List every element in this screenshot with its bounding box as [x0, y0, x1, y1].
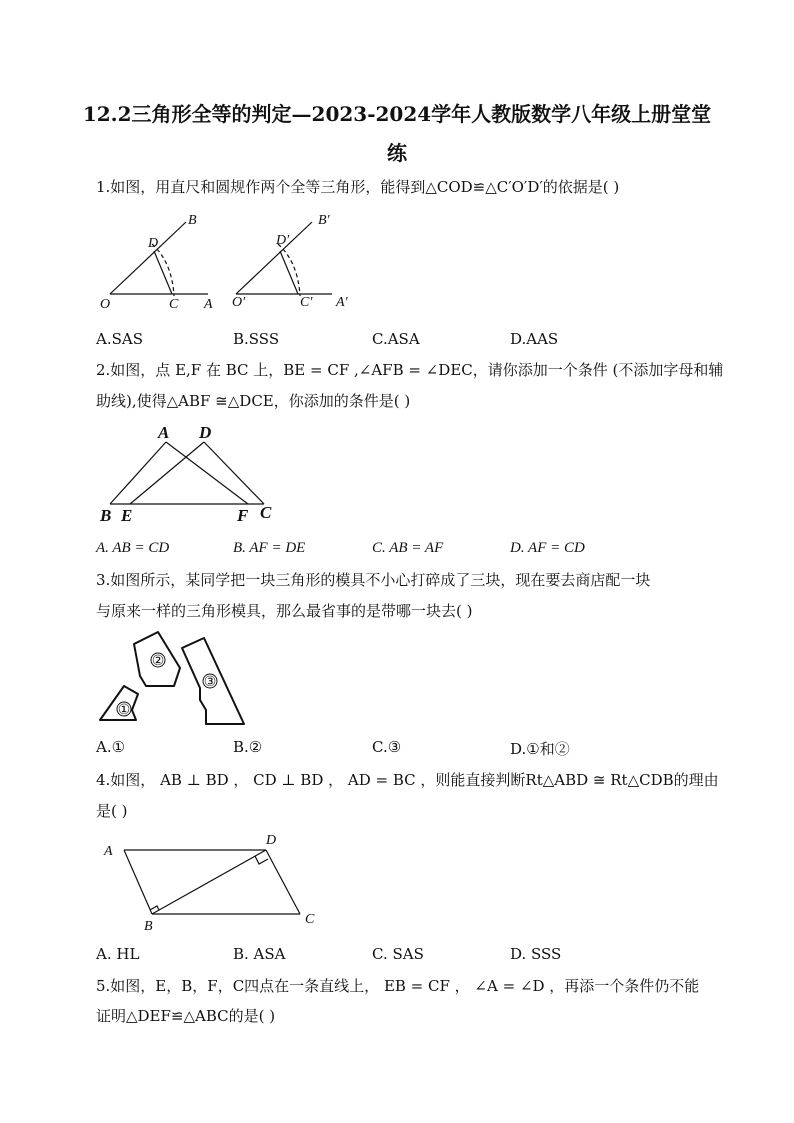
question-3-figure	[96, 628, 256, 728]
label-B: B	[188, 213, 197, 228]
question-4-text-line2: 是( )	[96, 802, 128, 820]
label-B: B	[100, 506, 112, 525]
label-D: D	[148, 236, 159, 251]
question-2-text-line2: 助线),使得△ABF ≅△DCE，你添加的条件是( )	[96, 392, 411, 410]
q2-option-c[interactable]: C. AB = AF	[372, 540, 444, 556]
q1-option-c[interactable]: C.ASA	[372, 330, 420, 348]
label-A: A	[204, 297, 213, 312]
label-E: E	[121, 506, 133, 525]
q1-option-a[interactable]: A.SAS	[96, 330, 143, 348]
label-C: C	[305, 912, 315, 927]
q3-option-b[interactable]: B.②	[233, 738, 263, 756]
label-F: F	[237, 506, 249, 525]
q4-option-d[interactable]: D. SSS	[510, 945, 562, 963]
label-fragment-1: ①	[117, 703, 131, 718]
question-3-text-line2: 与原来一样的三角形模具，那么最省事的是带哪一块去( )	[96, 602, 473, 620]
label-fragment-2: ②	[151, 654, 165, 669]
question-2-figure	[96, 420, 296, 525]
q1-option-b[interactable]: B.SSS	[233, 330, 280, 348]
q3-option-a[interactable]: A.①	[96, 738, 126, 756]
label-C: C	[169, 297, 179, 312]
label-O: O	[100, 297, 111, 312]
label-C: C	[260, 503, 272, 522]
question-3-text-line1: 3.如图所示，某同学把一块三角形的模具不小心打碎成了三块，现在要去商店配一块	[96, 571, 651, 589]
label-C-prime: C′	[300, 295, 313, 310]
q4-option-a[interactable]: A. HL	[96, 945, 140, 963]
label-fragment-3: ③	[203, 675, 217, 690]
q2-option-d[interactable]: D. AF = CD	[510, 540, 585, 556]
q3-option-c[interactable]: C.③	[372, 738, 402, 756]
label-B: B	[144, 919, 153, 934]
question-2-text-line1: 2.如图，点 E,F 在 BC 上，BE = CF ,∠AFB = ∠DEC，请你添加一个条件 (不添加字母和辅	[96, 361, 724, 379]
question-5-text-line2: 证明△DEF≌△ABC的是( )	[96, 1007, 276, 1025]
q1-option-d[interactable]: D.AAS	[510, 330, 559, 348]
page-title-continued: 练	[387, 141, 407, 165]
label-A-prime: A′	[336, 295, 348, 310]
q4-option-b[interactable]: B. ASA	[233, 945, 286, 963]
question-1-text: 1.如图，用直尺和圆规作两个全等三角形，能得到△COD≌△C′O′D′的依据是( )	[96, 178, 620, 196]
label-D-prime: D′	[276, 233, 290, 248]
label-D: D	[199, 423, 212, 442]
q2-option-a[interactable]: A. AB = CD	[96, 540, 170, 556]
question-4-figure	[96, 828, 336, 933]
page-title: 12.2三角形全等的判定—2023-2024学年人教版数学八年级上册堂堂	[82, 102, 712, 126]
label-B-prime: B′	[318, 213, 330, 228]
question-1-figure	[96, 210, 376, 315]
label-O-prime: O′	[232, 295, 246, 310]
question-5-text-line1: 5.如图，E，B，F，C四点在一条直线上， EB = CF ， ∠A = ∠D ，再添一个条件仍不能	[96, 977, 700, 995]
label-A: A	[158, 423, 170, 442]
q2-option-b[interactable]: B. AF = DE	[233, 540, 306, 556]
question-4-text-line1: 4.如图， AB ⊥ BD ， CD ⊥ BD ， AD = BC ，则能直接判断Rt△ABD ≅ Rt△CDB的理由	[96, 771, 719, 789]
q3-option-d[interactable]: D.①和②	[510, 740, 570, 758]
label-D: D	[266, 833, 277, 848]
label-A: A	[104, 844, 113, 859]
q4-option-c[interactable]: C. SAS	[372, 945, 424, 963]
